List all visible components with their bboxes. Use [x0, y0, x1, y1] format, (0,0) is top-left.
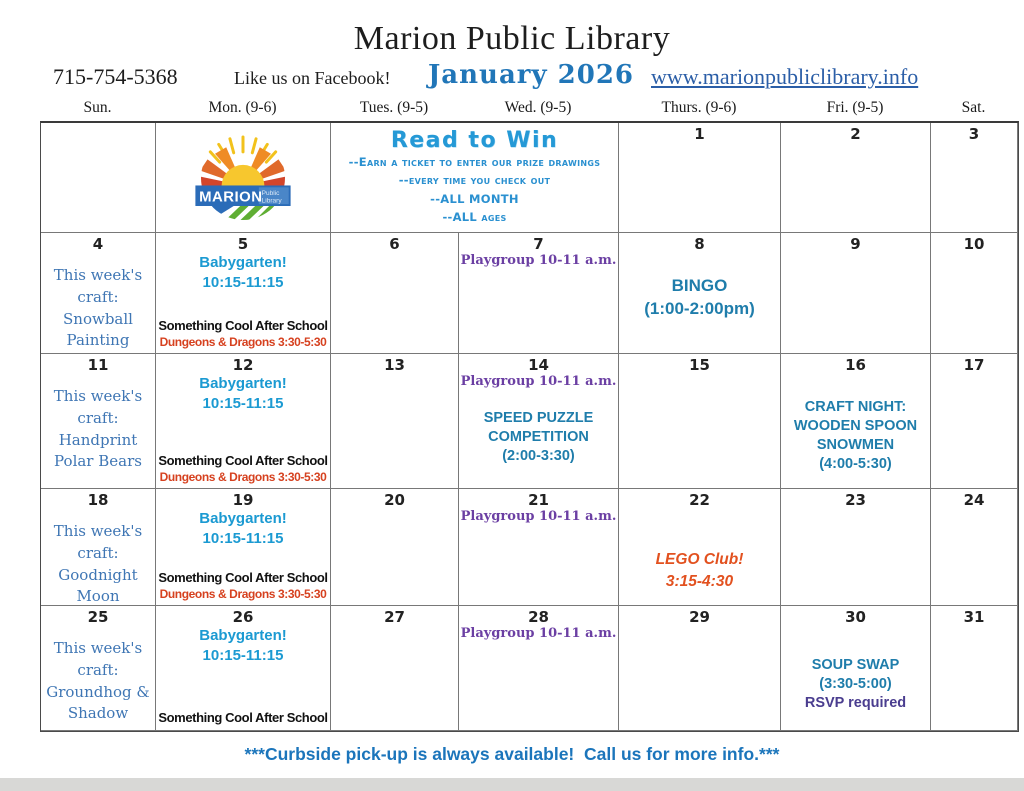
phone-number: 715-754-5368: [53, 64, 178, 89]
day-cell-14: [459, 354, 619, 489]
day-number: 4: [92, 235, 104, 253]
event-scas: Something Cool After School: [158, 452, 328, 468]
day-cell-20: [331, 489, 459, 606]
day-cell-25: [41, 606, 156, 731]
event-playgroup: Playgroup 10-11 a.m.: [460, 374, 617, 389]
calendar-grid: [40, 121, 1019, 732]
event-dnd: Dungeons & Dragons 3:30-5:30: [159, 470, 327, 485]
event-craftnight: CRAFT NIGHT: WOODEN SPOON SNOWMEN (4:00-5:30): [793, 399, 918, 472]
day-header-mon: Mon. (9-6): [208, 99, 277, 116]
day-cell-22: [619, 489, 781, 606]
day-number: 23: [845, 491, 866, 509]
day-cell-30: [781, 606, 931, 731]
day-header-sat: Sat.: [961, 99, 986, 116]
read-to-win-line: --ALL ages: [442, 210, 507, 225]
day-cell-24: [931, 489, 1018, 606]
day-number: 27: [384, 608, 405, 626]
day-number: 22: [689, 491, 710, 509]
event-playgroup: Playgroup 10-11 a.m.: [460, 253, 617, 268]
day-cell-17: [931, 354, 1018, 489]
day-number: 2: [850, 125, 861, 143]
event-craft: This week's craft: Snowball Painting: [53, 266, 143, 350]
event-dnd: Dungeons & Dragons 3:30-5:30: [159, 587, 327, 602]
day-cell-empty-sun: [41, 123, 156, 233]
day-number: 8: [694, 235, 705, 253]
day-cell-1: [619, 123, 781, 233]
day-cell-26: [156, 606, 331, 731]
day-cell-3: [931, 123, 1018, 233]
day-number: 18: [87, 491, 109, 509]
day-number: 29: [689, 608, 710, 626]
read-to-win-line: --every time you check out: [398, 173, 551, 188]
day-cell-21: [459, 489, 619, 606]
day-number: 26: [232, 608, 254, 626]
logo-sub2-text: Library: [261, 196, 282, 204]
day-header-row: [40, 99, 1017, 117]
day-number: 28: [528, 608, 549, 626]
day-number: 20: [384, 491, 405, 509]
day-number: 17: [963, 356, 985, 374]
day-header-sun: Sun.: [83, 99, 112, 116]
day-cell-29: [619, 606, 781, 731]
day-number: 31: [963, 608, 985, 626]
day-header-fri: Fri. (9-5): [826, 99, 884, 116]
day-header-tue: Tues. (9-5): [359, 99, 429, 116]
event-craft: This week's craft: Goodnight Moon: [53, 522, 143, 606]
day-cell-23: [781, 489, 931, 606]
event-playgroup: Playgroup 10-11 a.m.: [460, 509, 617, 524]
event-babygarten: Babygarten! 10:15-11:15: [199, 375, 287, 413]
day-number: 6: [389, 235, 400, 253]
event-craft: This week's craft: Handprint Polar Bears: [53, 387, 143, 471]
month-title: January 2026: [428, 60, 635, 90]
facebook-note: Like us on Facebook!: [234, 68, 391, 88]
day-cell-27: [331, 606, 459, 731]
day-number: 16: [845, 356, 866, 374]
event-babygarten: Babygarten! 10:15-11:15: [199, 627, 287, 665]
day-header-thu: Thurs. (9-6): [661, 99, 737, 116]
day-header-wed: Wed. (9-5): [504, 99, 572, 116]
day-number: 30: [845, 608, 866, 626]
day-cell-15: [619, 354, 781, 489]
day-cell-28: [459, 606, 619, 731]
event-babygarten: Babygarten! 10:15-11:15: [199, 510, 287, 548]
read-to-win-title: Read to Win: [390, 128, 559, 153]
event-scas: Something Cool After School: [158, 569, 328, 585]
event-scas: Something Cool After School: [158, 710, 328, 726]
read-to-win-cell: [331, 123, 619, 233]
day-number: 24: [963, 491, 985, 509]
day-number: 21: [528, 491, 549, 509]
day-cell-6: [331, 233, 459, 354]
day-cell-13: [331, 354, 459, 489]
day-number: 14: [528, 356, 549, 374]
event-lego: LEGO Club! 3:15-4:30: [655, 551, 744, 591]
day-cell-16: [781, 354, 931, 489]
day-number: 3: [968, 125, 980, 143]
day-number: 10: [963, 235, 985, 253]
curbside-note: ***Curbside pick-up is always available! Call us for more info.***: [244, 744, 780, 764]
day-cell-2: [781, 123, 931, 233]
event-dnd: Dungeons & Dragons 3:30-5:30: [159, 335, 327, 350]
day-cell-12: [156, 354, 331, 489]
event-scas: Something Cool After School: [158, 317, 328, 333]
day-number: 13: [384, 356, 405, 374]
day-cell-4: [41, 233, 156, 354]
event-playgroup: Playgroup 10-11 a.m.: [460, 626, 617, 641]
page-title: Marion Public Library: [353, 20, 671, 57]
day-number: 15: [689, 356, 710, 374]
event-craft: This week's craft: Groundhog & Shadow: [46, 639, 150, 723]
event-rsvp: RSVP required: [804, 694, 907, 711]
day-cell-9: [781, 233, 931, 354]
day-number: 9: [850, 235, 861, 253]
library-logo-cell: [156, 123, 331, 233]
read-to-win-line: --Earn a ticket to enter our prize drawings: [348, 155, 601, 169]
day-cell-18: [41, 489, 156, 606]
day-number: 12: [232, 356, 254, 374]
day-number: 19: [232, 491, 254, 509]
day-cell-10: [931, 233, 1018, 354]
event-babygarten: Babygarten! 10:15-11:15: [199, 254, 287, 292]
day-number: 11: [87, 356, 109, 374]
day-number: 1: [694, 125, 705, 143]
day-cell-7: [459, 233, 619, 354]
logo-name-text: MARION: [199, 187, 263, 205]
event-speed: SPEED PUZZLE COMPETITION (2:00-3:30): [483, 409, 594, 464]
read-to-win-line: --ALL MONTH: [430, 191, 519, 206]
day-cell-31: [931, 606, 1018, 731]
event-bingo: BINGO (1:00-2:00pm): [644, 276, 755, 318]
day-number: 7: [533, 235, 544, 253]
logo-sub1-text: Public: [261, 189, 280, 197]
day-number: 25: [87, 608, 109, 626]
day-cell-5: [156, 233, 331, 354]
day-cell-11: [41, 354, 156, 489]
scan-edge-strip: [0, 778, 1024, 791]
event-soup: SOUP SWAP (3:30-5:00): [811, 657, 900, 692]
day-cell-19: [156, 489, 331, 606]
website-link[interactable]: www.marionpubliclibrary.info: [651, 64, 919, 89]
day-number: 5: [237, 235, 249, 253]
library-logo-icon: [187, 129, 299, 227]
day-cell-8: [619, 233, 781, 354]
